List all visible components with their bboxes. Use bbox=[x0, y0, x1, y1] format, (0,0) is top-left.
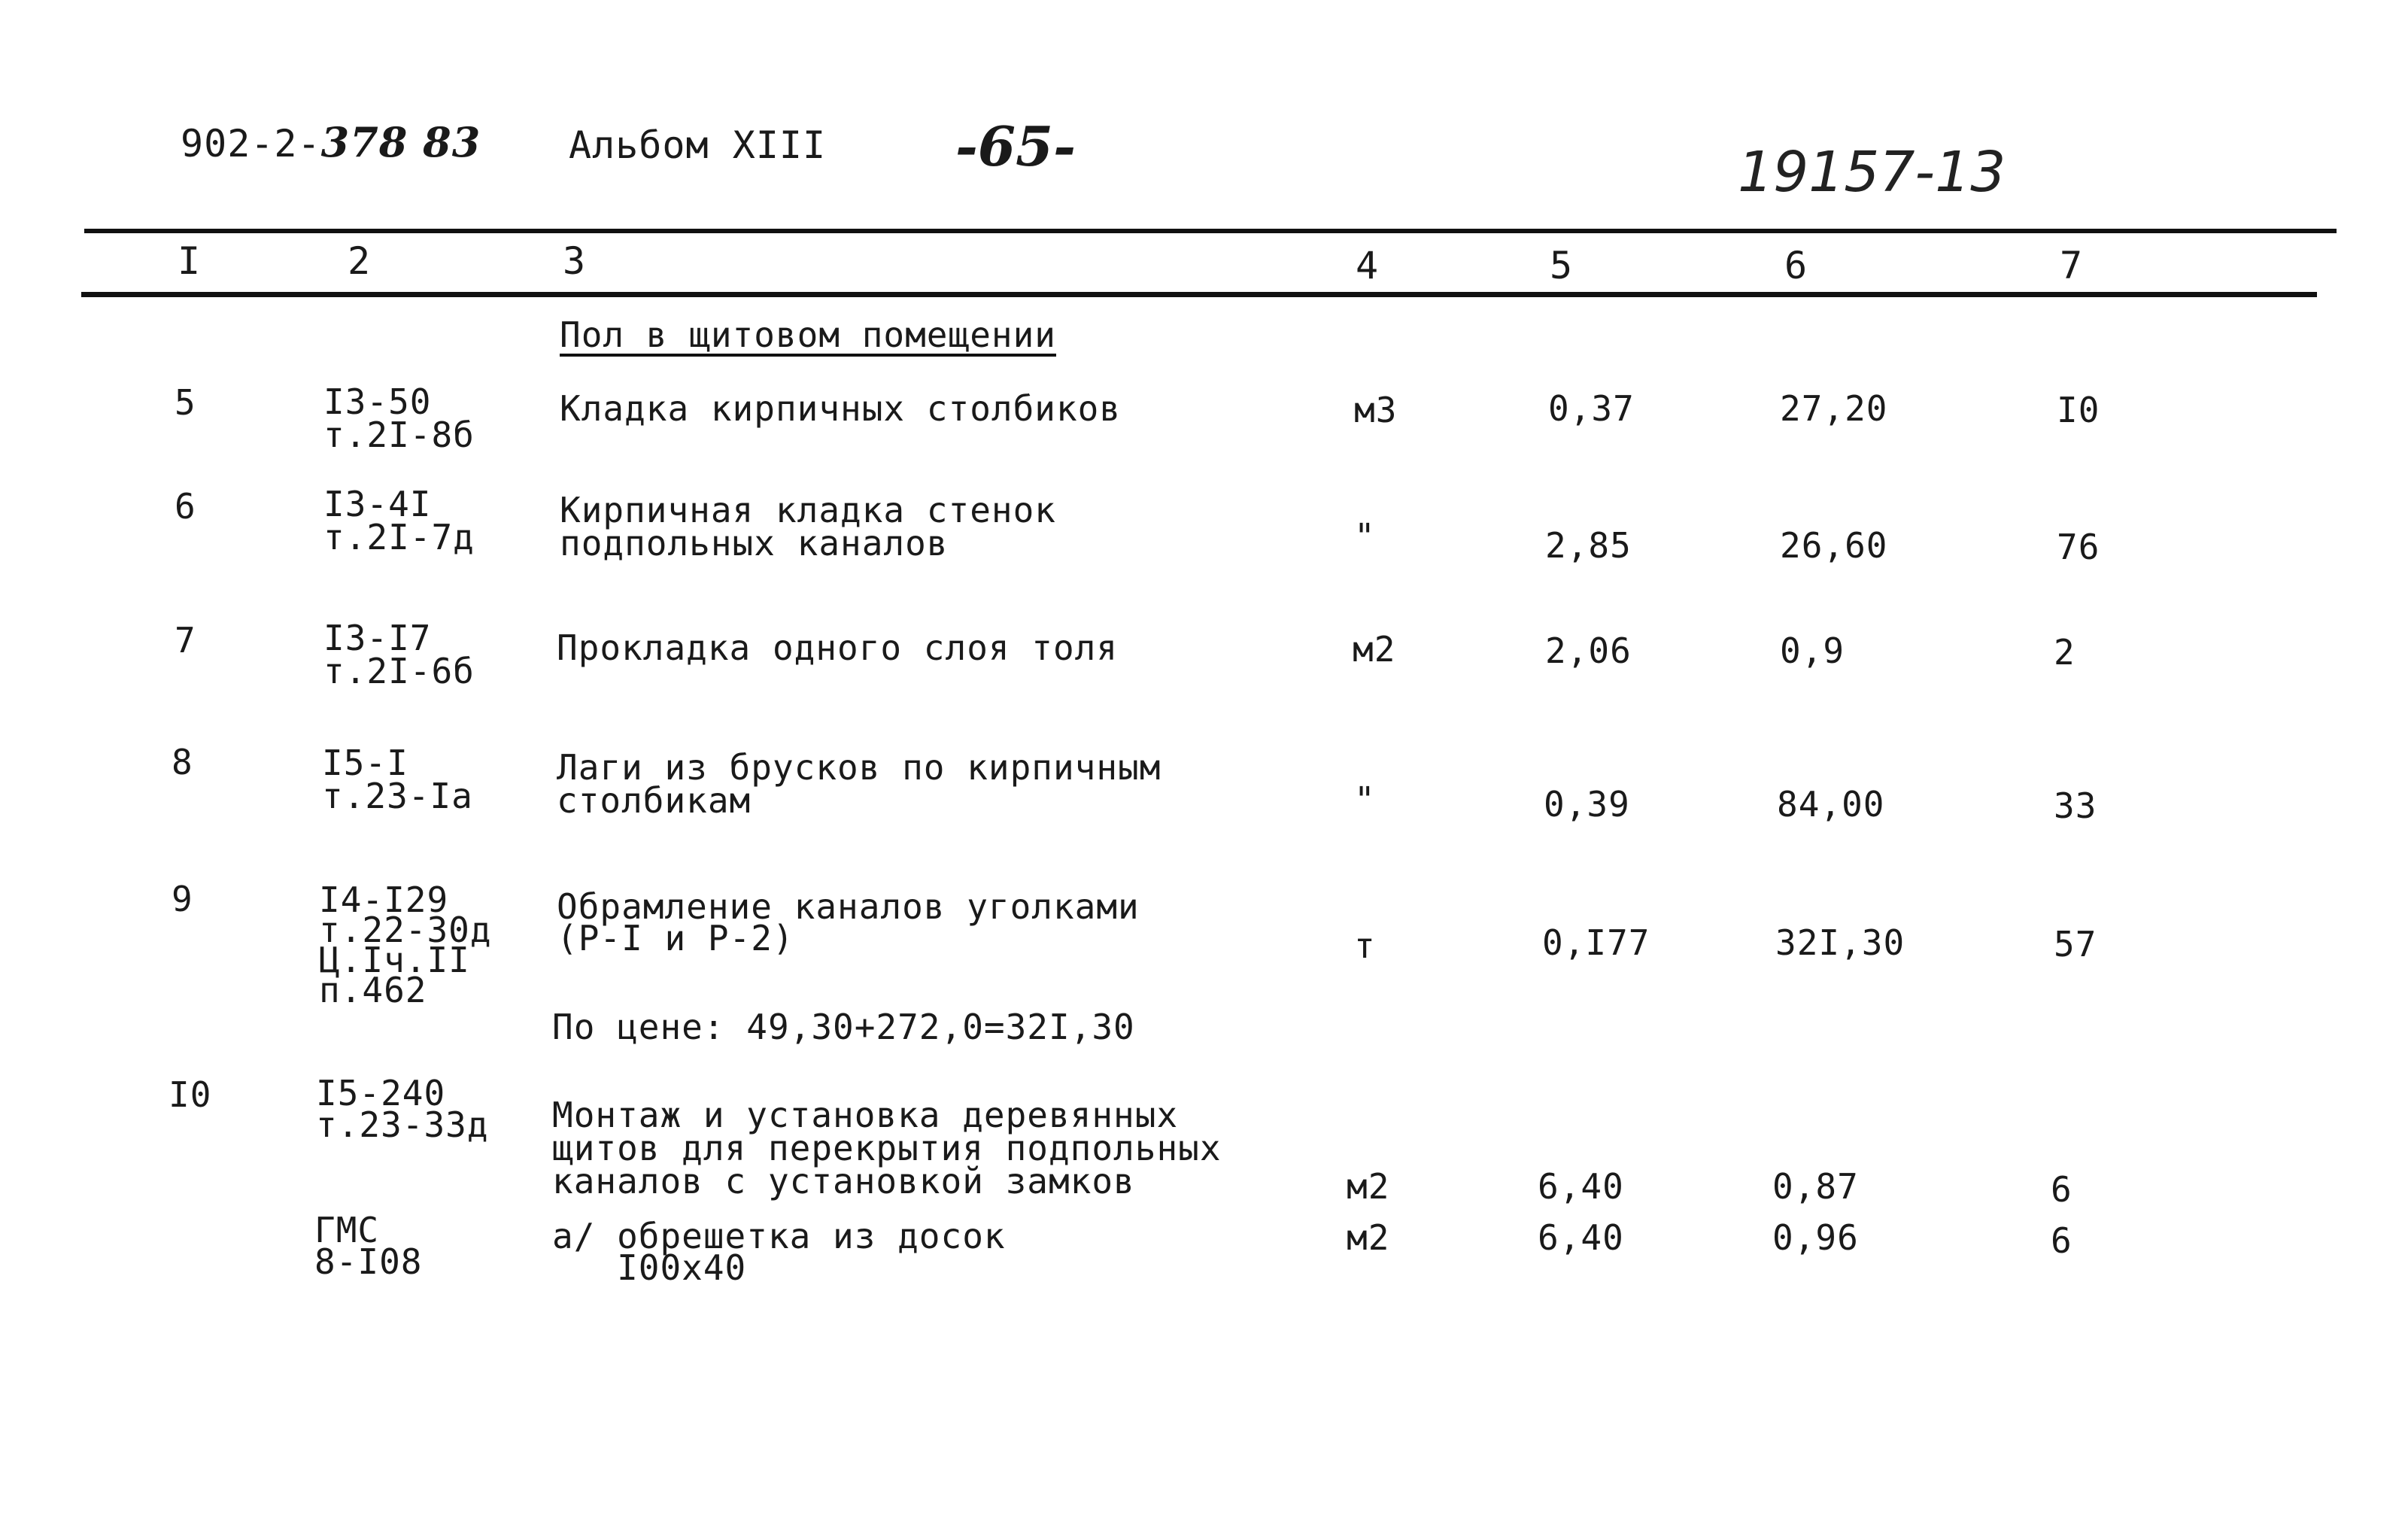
row-7-qty: 2,06 bbox=[1545, 630, 1632, 671]
row-7-name: Прокладка одного слоя толя bbox=[557, 627, 1119, 668]
column-header-5: 5 bbox=[1550, 244, 1574, 287]
row-10-qty: 6,40 bbox=[1538, 1166, 1624, 1207]
row-8-code: I5-I т.23-Iа bbox=[322, 743, 473, 816]
row-6-price: 26,60 bbox=[1780, 525, 1888, 566]
row-9-price-note: По цене: 49,30+272,0=32I,30 bbox=[552, 1007, 1135, 1047]
row-5-qty: 0,37 bbox=[1548, 388, 1635, 429]
row-6-unit: " bbox=[1354, 516, 1376, 557]
column-header-1: I bbox=[178, 239, 202, 283]
row-6-code: I3-4I т.2I-7д bbox=[323, 484, 475, 557]
row-8-price: 84,00 bbox=[1777, 784, 1885, 825]
row-7-code: I3-I7 т.2I-6б bbox=[323, 618, 475, 691]
row-8-unit: " bbox=[1354, 779, 1376, 820]
row-10-price: 0,87 bbox=[1772, 1166, 1859, 1207]
row-9-num: 9 bbox=[172, 879, 193, 919]
row-9-total: 57 bbox=[2054, 924, 2097, 964]
row-6-qty: 2,85 bbox=[1545, 525, 1632, 566]
header-bottom-rule bbox=[81, 292, 2317, 297]
row-5-price: 27,20 bbox=[1780, 388, 1888, 429]
row-5-unit: м3 bbox=[1354, 390, 1398, 430]
row-9-qty: 0,I77 bbox=[1542, 922, 1650, 963]
row-10-code: I5-240 т.23-33д bbox=[316, 1073, 489, 1145]
row-5-num: 5 bbox=[175, 382, 196, 423]
subrow-total: 6 bbox=[2051, 1220, 2072, 1261]
subrow-name: а/ обрешетка из досок I00х40 bbox=[552, 1216, 1006, 1288]
row-8-name: Лаги из брусков по кирпичным столбикам bbox=[557, 747, 1161, 821]
row-7-total: 2 bbox=[2054, 632, 2075, 673]
row-7-price: 0,9 bbox=[1780, 630, 1845, 671]
column-header-3: 3 bbox=[563, 239, 587, 283]
column-header-4: 4 bbox=[1356, 244, 1380, 287]
column-header-2: 2 bbox=[348, 239, 372, 283]
doc-code-prefix: 902-2- bbox=[181, 122, 321, 166]
subrow-code: ГМС 8-I08 bbox=[314, 1210, 423, 1282]
row-9-price: 32I,30 bbox=[1775, 922, 1905, 963]
row-9-unit: т bbox=[1354, 925, 1376, 966]
row-10-num: I0 bbox=[169, 1074, 212, 1115]
subrow-unit: м2 bbox=[1347, 1217, 1390, 1258]
row-5-total: I0 bbox=[2057, 390, 2100, 430]
header-top-rule bbox=[84, 229, 2337, 233]
row-8-num: 8 bbox=[172, 742, 193, 782]
row-5-name: Кладка кирпичных столбиков bbox=[560, 388, 1122, 429]
page-number: -65- bbox=[955, 114, 1076, 178]
row-7-unit: м2 bbox=[1353, 629, 1396, 670]
row-6-total: 76 bbox=[2057, 527, 2100, 567]
column-header-6: 6 bbox=[1784, 244, 1808, 287]
row-5-code: I3-50 т.2I-8б bbox=[323, 381, 475, 455]
album-label: Альбом XIII bbox=[569, 123, 827, 167]
row-9-code: I4-I29 т.22-30д Ц.Iч.II п.462 bbox=[319, 879, 492, 1010]
section-title: Пол в щитовом помещении bbox=[560, 314, 1056, 355]
row-6-name: Кирпичная кладка стенок подпольных каналов bbox=[560, 490, 1056, 564]
row-10-name: Монтаж и установка деревянных щитов для перекрытия подпольных каналов с установкой замков bbox=[552, 1095, 1222, 1201]
doc-code-handwritten: 378 83 bbox=[320, 118, 481, 166]
row-6-num: 6 bbox=[175, 486, 196, 527]
row-10-unit: м2 bbox=[1347, 1166, 1390, 1207]
subrow-qty: 6,40 bbox=[1538, 1217, 1624, 1258]
row-8-qty: 0,39 bbox=[1544, 784, 1630, 825]
row-7-num: 7 bbox=[175, 620, 196, 661]
row-9-name: Обрамление каналов уголками (Р-I и Р-2) bbox=[557, 886, 1140, 958]
reference-number: 19157-13 bbox=[1738, 140, 2006, 205]
row-8-total: 33 bbox=[2054, 785, 2097, 826]
column-header-7: 7 bbox=[2060, 244, 2084, 287]
doc-code bbox=[181, 118, 481, 166]
row-10-total: 6 bbox=[2051, 1169, 2072, 1210]
subrow-price: 0,96 bbox=[1772, 1217, 1859, 1258]
